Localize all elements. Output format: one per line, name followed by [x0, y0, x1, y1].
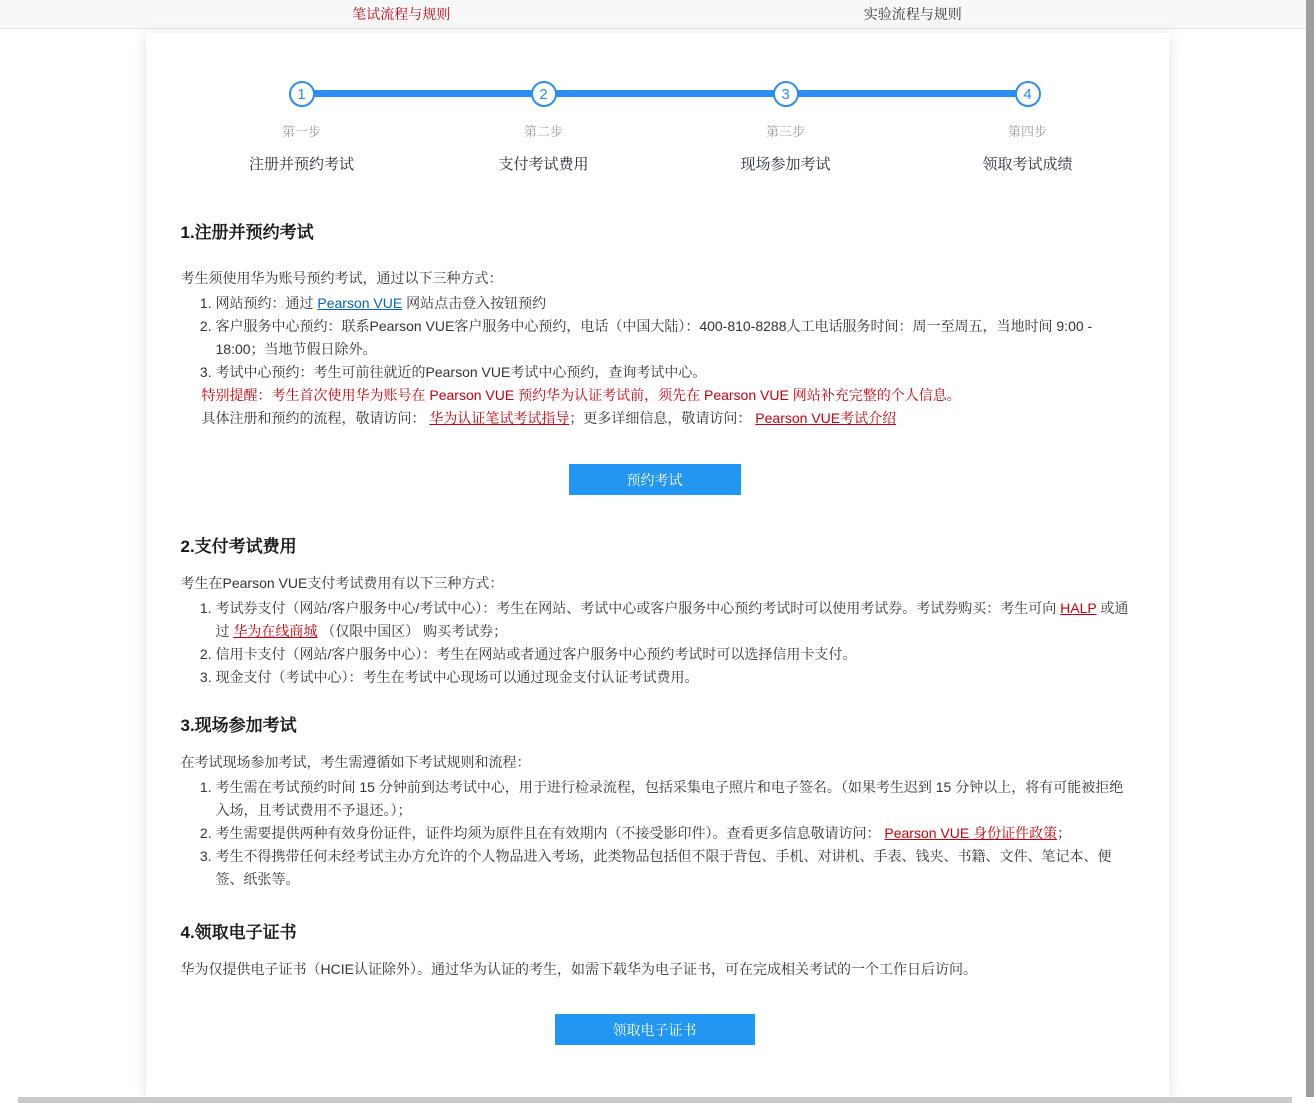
section-certificate-intro: 华为仅提供电子证书（HCIE认证除外）。通过华为认证的考生，如需下载华为电子证书，可在完成相关考试的一个工作日后访问。 — [180, 961, 977, 977]
list-item: 1. 网站预约：通过 Pearson VUE 网站点击登入按钮预约 — [216, 292, 1129, 315]
written-exam-guide-link[interactable]: 华为认证笔试考试指导 — [429, 410, 570, 426]
section-payment-intro: 考生在Pearson VUE支付考试费用有以下三种方式： — [180, 575, 504, 591]
payment-methods-list — [181, 597, 1129, 689]
main-content-card — [146, 33, 1169, 1097]
section-register-intro: 考生须使用华为账号预约考试，通过以下三种方式： — [180, 270, 503, 286]
tab-lab-exam-process[interactable] — [657, 0, 1169, 28]
onsite-rules-list — [181, 776, 1129, 891]
tab-label: 笔试流程与规则 — [352, 6, 451, 22]
list-item: 1. 考生需在考试预约时间 15 分钟前到达考试中心，用于进行检录流程，包括采集电子照片和电子签名。（如果考生迟到 15 分钟以上，将有可能被拒绝入场，且考试费用不予退还。）； — [216, 776, 1129, 822]
section-onsite-intro: 在考试现场参加考试，考生需遵循如下考试规则和流程： — [180, 754, 531, 770]
halp-link[interactable]: HALP — [1060, 600, 1097, 616]
step-2-circle: 2 — [531, 81, 557, 107]
register-methods-list — [181, 292, 1129, 384]
section-payment-heading: 2.支付考试费用 — [180, 537, 297, 556]
top-tab-bar — [0, 0, 1314, 29]
list-item: 3. 现金支付（考试中心）：考生在考试中心现场可以通过现金支付认证考试费用。 — [216, 666, 1129, 689]
list-item: 1. 考试券支付（网站/客户服务中心/考试中心）：考生在网站、考试中心或客户服务中心预约考试时可以使用考试券。考试券购买：考生可向 HALP 或通过 华为在线商城 （仅限中国区） 购买考试券； — [216, 597, 1129, 643]
book-exam-button[interactable]: 预约考试 — [569, 464, 741, 495]
list-item: 3. 考生不得携带任何未经考试主办方允许的个人物品进入考场，此类物品包括但不限于背包、手机、对讲机、手表、钱夹、书籍、文件、笔记本、便签、纸张等。 — [216, 845, 1129, 891]
pearson-vue-intro-link[interactable]: Pearson VUE考试介绍 — [755, 410, 897, 426]
horizontal-scrollbar[interactable] — [18, 1097, 1292, 1103]
section-onsite-heading: 3.现场参加考试 — [180, 716, 297, 735]
section-register-heading: 1.注册并预约考试 — [180, 223, 314, 242]
step-1-circle: 1 — [289, 81, 315, 107]
list-item: 2. 考生需要提供两种有效身份证件，证件均须为原件且在有效期内（不接受影印件）。查看更多信息敬请访问： Pearson VUE 身份证件政策； — [216, 822, 1129, 845]
list-item: 3. 考试中心预约：考生可前往就近的Pearson VUE考试中心预约，查询考试中心。 — [216, 361, 1129, 384]
exam-steps-progress — [146, 33, 1169, 175]
step-3-circle: 3 — [773, 81, 799, 107]
step-4-title: 领取考试成绩 — [982, 156, 1073, 173]
step-3-label: 第三步 — [765, 124, 805, 139]
step-1-title: 注册并预约考试 — [248, 156, 354, 173]
register-guide-line: 具体注册和预约的流程，敬请访问： 华为认证笔试考试指导；更多详细信息，敬请访问： Pearson VUE考试介绍 — [201, 410, 897, 426]
step-2-label: 第二步 — [523, 124, 563, 139]
step-4-circle: 4 — [1015, 81, 1041, 107]
step-2-title: 支付考试费用 — [498, 156, 589, 173]
list-item: 2. 信用卡支付（网站/客户服务中心）：考生在网站或者通过客户服务中心预约考试时可以选择信用卡支付。 — [216, 643, 1129, 666]
stepper-connector-line — [301, 90, 1022, 97]
section-certificate-heading: 4.领取电子证书 — [180, 923, 297, 942]
step-1-label: 第一步 — [281, 124, 321, 139]
huawei-online-store-link[interactable]: 华为在线商城 — [233, 623, 318, 639]
list-item: 2. 客户服务中心预约：联系Pearson VUE客户服务中心预约，电话（中国大陆）：400-810-8288人工电话服务时间：周一至周五，当地时间 9:00 - 18:00；当地节假日除外。 — [216, 315, 1129, 361]
id-policy-link[interactable]: Pearson VUE 身份证件政策 — [884, 825, 1058, 841]
special-reminder-text: 特别提醒：考生首次使用华为账号在 Pearson VUE 预约华为认证考试前，须先在 Pearson VUE 网站补充完整的个人信息。 — [201, 387, 961, 403]
tab-written-exam-process[interactable] — [146, 0, 658, 28]
get-certificate-button[interactable]: 领取电子证书 — [555, 1014, 755, 1045]
tab-label: 实验流程与规则 — [863, 6, 962, 22]
pearson-vue-link[interactable]: Pearson VUE — [317, 295, 403, 311]
step-4-label: 第四步 — [1007, 124, 1047, 139]
step-3-title: 现场参加考试 — [740, 156, 831, 173]
vertical-scrollbar[interactable] — [1306, 0, 1314, 1097]
